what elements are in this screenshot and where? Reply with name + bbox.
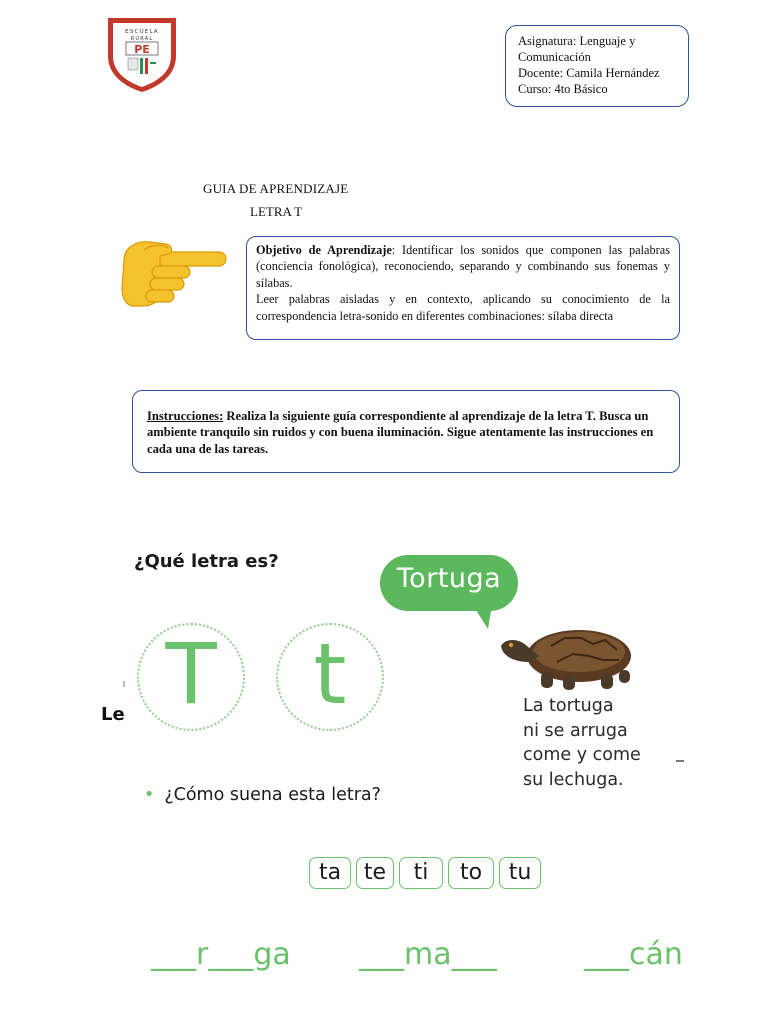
bubble-word: Tortuga: [396, 563, 502, 594]
syllable-to: to: [448, 857, 494, 889]
rhyme: [523, 694, 641, 792]
rhyme-line-4: su lechuga.: [523, 769, 624, 790]
objective-box: [246, 236, 680, 340]
course-info-box: [505, 25, 689, 107]
rhyme-line-3: come y come: [523, 745, 641, 765]
rhyme-line-2: ni se arruga: [523, 720, 628, 741]
cut-text-fragment: Le: [101, 704, 125, 725]
objective-paragraph-1: [256, 242, 670, 291]
letter-title: LETRA T: [250, 204, 303, 219]
logo-line2: RURAL: [130, 36, 154, 42]
rhyme-line-1: La tortuga: [523, 696, 614, 716]
school-crest-logo: [104, 14, 180, 94]
fill-word-3: ___cán: [584, 937, 683, 972]
instructions-box: [132, 390, 680, 473]
pointing-hand-icon: [116, 230, 228, 310]
logo-initials: PE: [134, 43, 150, 56]
syllable-ti: ti: [399, 857, 443, 889]
instructions-label: Instrucciones:: [147, 409, 224, 423]
teacher-line: Docente: Camila Hernández: [518, 66, 660, 80]
uppercase-letter: T: [165, 625, 217, 723]
syllable-tu: tu: [499, 857, 541, 889]
bullet: •: [144, 785, 155, 805]
subject-line-2: Comunicación: [518, 50, 591, 64]
question-title: ¿Qué letra es?: [134, 551, 279, 572]
lowercase-letter: t: [313, 625, 347, 723]
objective-text-2: Leer palabras aisladas y en contexto, aplicando su conocimiento de la correspondencia letra-sonido en diferentes combinaciones: sílaba directa: [256, 292, 670, 323]
fill-word-1: ___r___ga: [151, 937, 291, 972]
syllable-ta: ta: [309, 857, 351, 889]
logo-line1: ESCUELA: [125, 29, 159, 35]
how-question: [144, 785, 381, 805]
dash-mark: [676, 760, 684, 762]
instructions-text: Realiza la siguiente guía correspondiente al aprendizaje de la letra T. Busca un ambiente tranquilo sin ruidos y con buena iluminación. Sigue atentamente las instrucciones en cada una de las tareas.: [147, 409, 654, 456]
syllable-te: te: [356, 857, 394, 889]
course-line: Curso: 4to Básico: [518, 82, 608, 96]
syllable-row: [309, 857, 541, 889]
objective-text-1: : Identificar los sonidos que componen las palabras (conciencia fonológica), reconociendo, separando y combinando sus fonemas y sílabas.: [256, 243, 670, 290]
fill-word-2: ___ma___: [359, 937, 497, 972]
subject-line-1: Asignatura: Lenguaje y: [518, 34, 636, 48]
guide-title: GUIA DE APRENDIZAJE: [203, 181, 349, 196]
turtle-illustration: [493, 616, 645, 694]
objective-label: Objetivo de Aprendizaje: [256, 243, 392, 257]
margin-mark: [123, 681, 125, 687]
how-question-text: ¿Cómo suena esta letra?: [164, 785, 381, 805]
